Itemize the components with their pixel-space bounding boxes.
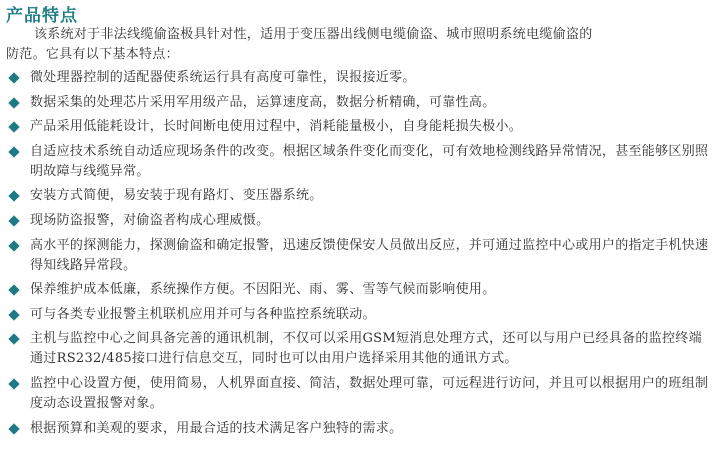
feature-item — [6, 142, 714, 182]
feature-text: 监控中心设置方便，使用简易，人机界面直接、简洁，数据处理可靠，可远程进行访问，并且可以根据用户的班组制度动态设置报警对象。 — [30, 375, 709, 411]
feature-item — [6, 211, 714, 231]
section-title: 产品特点 — [6, 6, 78, 26]
feature-text: 数据采集的处理芯片采用军用级产品，运算速度高，数据分析精确，可靠性高。 — [30, 94, 496, 110]
feature-item — [6, 419, 714, 439]
feature-list — [6, 68, 714, 443]
feature-text: 自适应技术系统自动适应现场条件的改变。根据区域条件变化而变化，可有效地检测线路异常情况，甚至能够区别照明故障与线缆异常。 — [30, 143, 709, 179]
feature-text: 根据预算和美观的要求，用最合适的技术满足客户独特的需求。 — [30, 420, 403, 436]
feature-item — [6, 305, 714, 325]
feature-text: 现场防盗报警，对偷盗者构成心理威慑。 — [30, 212, 270, 228]
feature-text: 主机与监控中心之间具备完善的通讯机制，不仅可以采用GSM短消息处理方式，还可以与用户已经具备的监控终端通过RS232/485接口进行信息交互，同时也可以由用户选择采用其他的通讯方式。 — [30, 331, 702, 367]
feature-text: 安装方式简便，易安装于现有路灯、变压器系统。 — [30, 188, 323, 204]
diamond-bullet-icon — [8, 334, 19, 345]
feature-text: 微处理器控制的适配器使系统运行具有高度可靠性，误报接近零。 — [30, 70, 416, 85]
feature-text: 可与各类专业报警主机联机应用并可与各种监控系统联动。 — [30, 306, 376, 322]
feature-text: 高水平的探测能力，探测偷盗和确定报警，迅速反馈使保安人员做出反应，并可通过监控中心或用户的指定手机快速得知线路异常段。 — [30, 237, 709, 273]
diamond-bullet-icon — [8, 423, 19, 434]
diamond-bullet-icon — [8, 191, 19, 202]
diamond-bullet-icon — [8, 97, 19, 108]
feature-item — [6, 236, 714, 276]
diamond-bullet-icon — [8, 309, 19, 320]
feature-item — [6, 68, 714, 88]
diamond-bullet-icon — [8, 240, 19, 251]
feature-text: 产品采用低能耗设计，长时间断电使用过程中，消耗能量极小，自身能耗损失极小。 — [30, 119, 523, 135]
intro-line-2: 防范。它具有以下基本特点： — [6, 47, 179, 62]
feature-item — [6, 117, 714, 137]
diamond-bullet-icon — [8, 378, 19, 389]
diamond-bullet-icon — [8, 146, 19, 157]
feature-item — [6, 374, 714, 414]
feature-item — [6, 186, 714, 206]
diamond-bullet-icon — [8, 284, 19, 295]
intro-line-1: 该系统对于非法线缆偷盗极具针对性，适用于变压器出线侧电缆偷盗、城市照明系统电缆偷盗的 — [34, 27, 593, 42]
feature-item — [6, 280, 714, 300]
intro-paragraph — [6, 25, 712, 65]
feature-item — [6, 93, 714, 113]
diamond-bullet-icon — [8, 122, 19, 133]
diamond-bullet-icon — [8, 215, 19, 226]
feature-text: 保养维护成本低廉，系统操作方便。不因阳光、雨、雾、雪等气候而影响使用。 — [30, 282, 496, 298]
diamond-bullet-icon — [8, 72, 19, 83]
feature-item — [6, 329, 714, 369]
